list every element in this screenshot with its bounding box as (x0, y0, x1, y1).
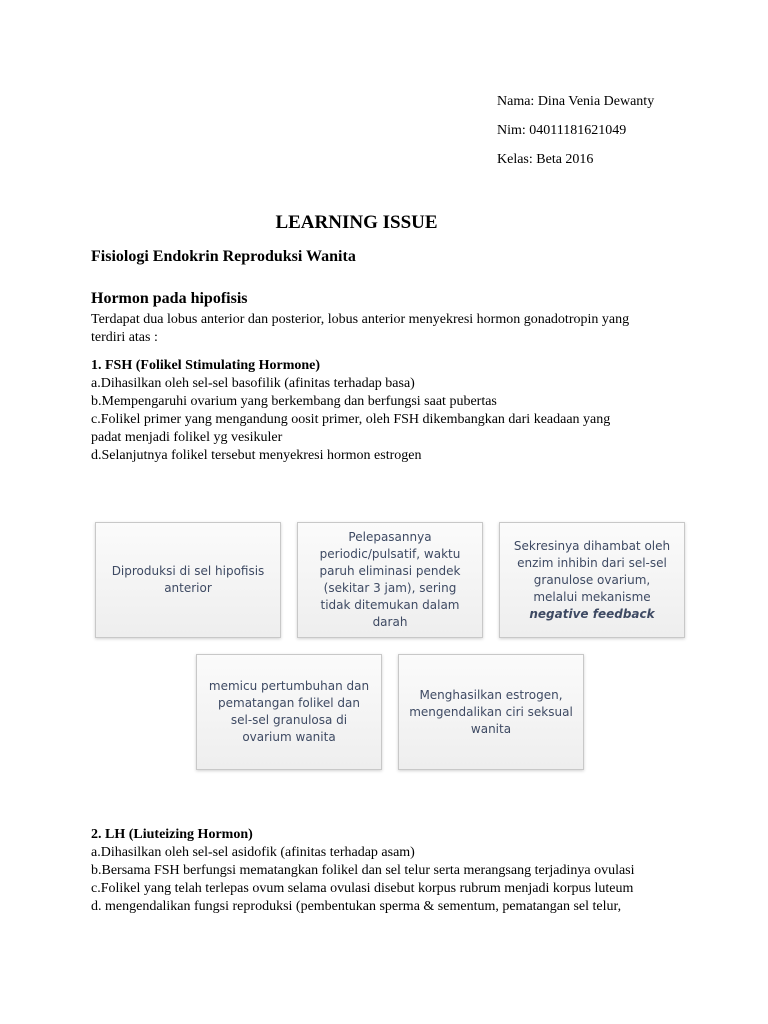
lh-line: b.Bersama FSH berfungsi mematangkan folikel dan sel telur serta merangsang terjadinya ovulasi (91, 863, 635, 878)
fsh-heading: 1. FSH (Folikel Stimulating Hormone) (91, 358, 321, 373)
lh-heading: 2. LH (Liuteizing Hormon) (91, 827, 253, 842)
intro-line: Terdapat dua lobus anterior dan posterior, lobus anterior menyekresi hormon gonadotropin yang (91, 312, 630, 327)
fsh-line: d.Selanjutnya folikel tersebut menyekresi hormon estrogen (91, 448, 422, 463)
lh-line: d. mengendalikan fungsi reproduksi (pembentukan sperma & sementum, pematangan sel telur, (91, 899, 622, 914)
fsh-line: a.Dihasilkan oleh sel-sel basofilik (afinitas terhadap basa) (91, 376, 415, 391)
diagram-box-text (510, 538, 674, 623)
diagram-box-text: memicu pertumbuhan dan pematangan folikel dan sel-sel granulosa di ovarium wanita (208, 679, 370, 744)
fsh-line: b.Mempengaruhi ovarium yang berkembang dan berfungsi saat pubertas (91, 394, 497, 409)
fsh-line: padat menjadi folikel yg vesikuler (91, 430, 283, 445)
student-nim: Nim: 04011181621049 (497, 123, 627, 138)
diagram-box-estrogen (398, 654, 584, 770)
fsh-section (91, 357, 691, 465)
lh-line: a.Dihasilkan oleh sel-sel asidofik (afinitas terhadap asam) (91, 845, 415, 860)
diagram-box-release (297, 522, 483, 638)
intro-paragraph (91, 311, 691, 347)
diagram-box-text-main: Sekresinya dihambat oleh enzim inhibin dari sel-sel granulose ovarium, melalui mekanisme (513, 538, 671, 604)
diagram-box-produced (95, 522, 281, 638)
diagram-box-growth (196, 654, 382, 770)
lh-line: c.Folikel yang telah terlepas ovum selama ovulasi disebut korpus rubrum menjadi korpus luteum (91, 881, 634, 896)
diagram-box-text: Pelepasannya periodic/pulsatif, waktu paruh eliminasi pendek (sekitar 3 jam), sering tidak ditemukan dalam darah (319, 530, 461, 629)
student-class: Kelas: Beta 2016 (497, 152, 594, 167)
intro-line: terdiri atas : (91, 330, 158, 345)
section-heading: Hormon pada hipofisis (91, 290, 248, 307)
diagram-box-text: Diproduksi di sel hipofisis anterior (111, 564, 265, 595)
fsh-line: c.Folikel primer yang mengandung oosit primer, oleh FSH dikembangkan dari keadaan yang (91, 412, 611, 427)
diagram-box-inhibition (499, 522, 685, 638)
negative-feedback-text: negative feedback (529, 606, 655, 621)
diagram-box-text: Menghasilkan estrogen, mengendalikan ciri seksual wanita (409, 687, 573, 736)
student-name: Nama: Dina Venia Dewanty (497, 94, 655, 109)
lh-section (91, 826, 711, 916)
page-title: LEARNING ISSUE (275, 212, 438, 233)
document-subtitle: Fisiologi Endokrin Reproduksi Wanita (91, 248, 356, 265)
